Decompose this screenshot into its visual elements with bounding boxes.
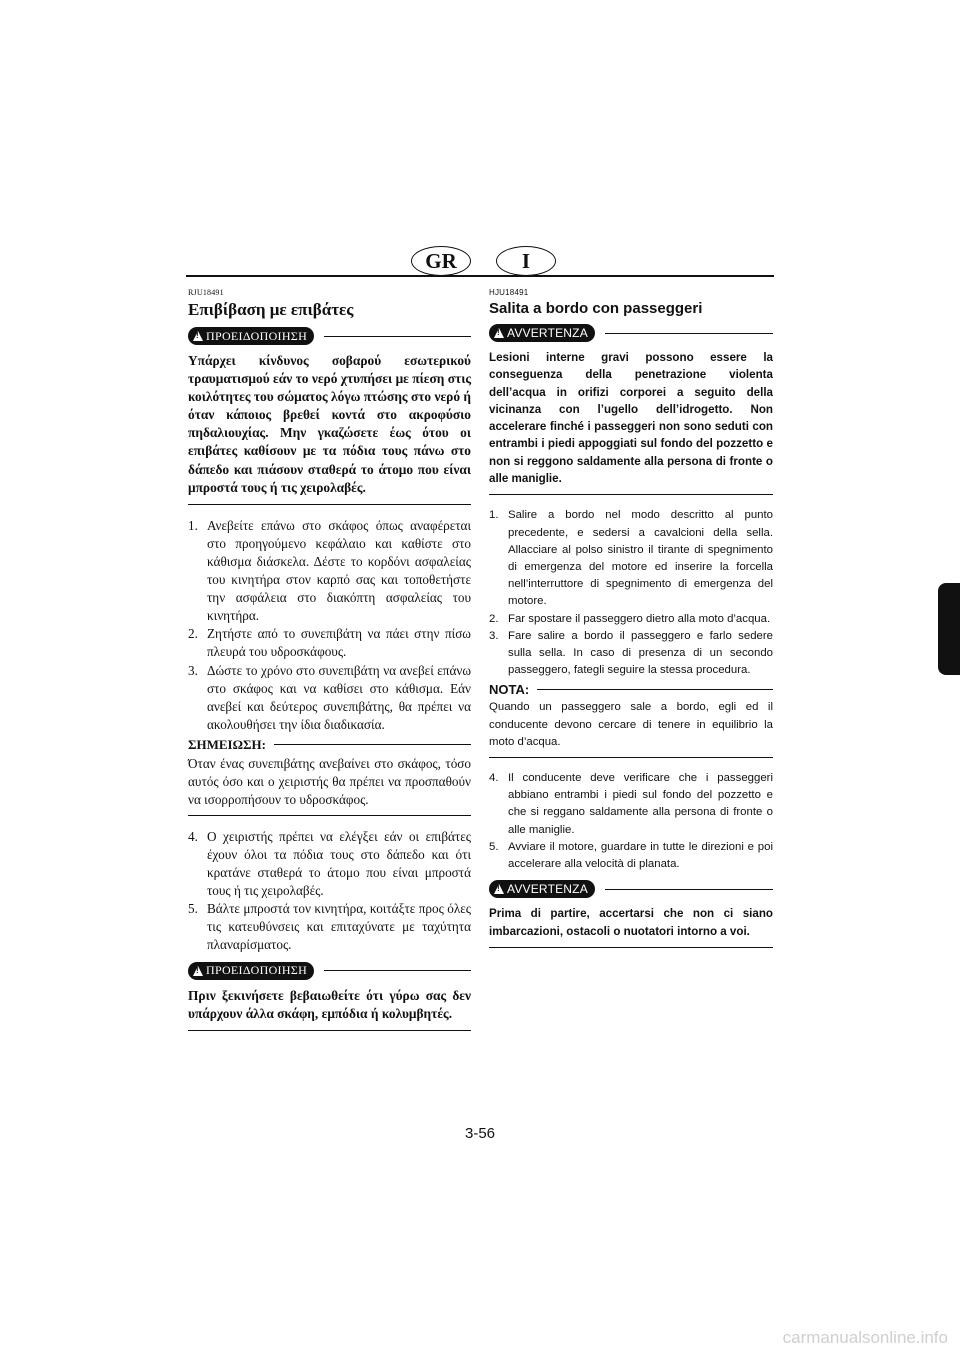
warning-header: [489, 323, 773, 343]
step-number: 3.: [188, 662, 198, 678]
warning-rule: [324, 970, 471, 971]
warning-rule: [605, 889, 773, 890]
list-item: [188, 828, 471, 900]
step-number: 1.: [489, 509, 499, 522]
warning-rule: [605, 333, 773, 334]
note-rule: [274, 744, 471, 745]
warning-label: ΠΡΟΕΙΔΟΠΟΙΗΣΗ: [206, 963, 308, 978]
step-number: 5.: [188, 901, 198, 917]
step-text: Avviare il motore, guardare in tutte le direzioni e poi accelerare alla velocità di planata.: [508, 840, 773, 871]
warning-header: [188, 961, 471, 981]
step-number: 3.: [489, 629, 499, 642]
list-item: [489, 507, 773, 610]
list-item: [188, 517, 471, 626]
steps-list: [489, 507, 773, 679]
section-title: Salita a bordo con passeggeri: [489, 300, 703, 317]
step-text: Fare salire a bordo il passeggero e farlo sedere sulla sella. In caso di presenza di un secondo passeggero, fategli seguire la stessa procedura.: [508, 629, 773, 677]
step-text: Ζητήστε από το συνεπιβάτη να πάει στην πίσω πλευρά του υδροσκάφους.: [207, 626, 471, 660]
step-number: 5.: [489, 840, 499, 853]
warning-text: Υπάρχει κίνδυνος σοβαρού εσωτερικού τραυματισμού εάν το νερό χτυπήσει με πίεση στις κοιλότητες του σώματος λόγω πτώσης στο νερό ή όταν κάποιος βρεθεί κοντά στο ακροφύσιο πηδαλιουχίας. Μην γκαζώσετε έως ότου οι επιβάτες καθίσουν με τα πόδια τους πάνω στο δάπεδο και πιάσουν σταθερά το άτομο που είναι μπροστά τους ή τις χειρολαβές.: [188, 352, 471, 505]
step-text: Salire a bordo nel modo descritto al punto precedente, e sedersi a cavalcioni della sella. Allacciare al polso sinistro il tirante di spegnimento di emergenza del motore ed inserire la forcella nell’interruttore di spegnimento di emergenza del motore.: [508, 509, 773, 608]
warning-text: Lesioni interne gravi possono essere la conseguenza della penetrazione violenta dell’acqua in orifizi corporei a seguito della vicinanza con l’ugello dell’idrogetto. Non accelerare finché i passeggeri non sono seduti con entrambi i piedi appoggiati sul fondo del pozzetto e non si reggono saldamente alla persona di fronte o alle maniglie.: [489, 349, 773, 495]
steps-list: [489, 770, 773, 873]
note-rule: [537, 689, 773, 690]
warning-text: Prima di partire, accertarsi che non ci siano imbarcazioni, ostacoli o nuotatori intorno a voi.: [489, 905, 773, 948]
step-text: Far spostare il passeggero dietro alla moto d’acqua.: [508, 612, 771, 625]
list-item: [489, 611, 773, 628]
list-item: [188, 900, 471, 954]
warning-triangle-icon: [494, 328, 504, 338]
section-code: RJU18491: [188, 288, 224, 297]
note-header: [489, 682, 773, 697]
warning-badge: [188, 962, 314, 980]
chapter-tab: [938, 583, 960, 675]
step-text: Ανεβείτε επάνω στο σκάφος όπως αναφέρεται στο προηγούμενο κεφάλαιο και καθίστε στο κάθισμα διάσκελα. Δέστε το κορδόνι ασφαλείας του κινητήρα στον καρπό σας και τοποθετήστε την ασφάλεια στο διακόπτη ασφαλείας του κινητήρα.: [207, 517, 471, 624]
step-text: Δώστε το χρόνο στο συνεπιβάτη να ανεβεί επάνω στο σκάφος και να καθίσει στο κάθισμα. Εάν ανεβεί και δεύτερος συνεπιβάτης, θα πρέπει να ακολουθήσει την ίδια διαδικασία.: [207, 662, 471, 732]
step-text: Il conducente deve verificare che i passeggeri abbiano entrambi i piedi sul fondo del pozzetto e che si reggano saldamente alla persona di fronte o alle maniglie.: [508, 772, 773, 836]
italian-column: [489, 288, 773, 948]
step-number: 2.: [489, 612, 499, 625]
warning-triangle-icon: [193, 966, 203, 976]
footer-watermark: carmanualsonline.info: [782, 1328, 948, 1347]
warning-badge: [489, 324, 595, 342]
warning-header: [188, 326, 471, 346]
language-header: [186, 246, 774, 278]
note-header: [188, 737, 471, 753]
warning-triangle-icon: [193, 331, 203, 341]
step-text: Ο χειριστής πρέπει να ελέγξει εάν οι επιβάτες έχουν όλοι τα πόδια τους στο δάπεδο και ότι κρατάνε σταθερά το άτομο που είναι μπροστά τους ή τις χειρολαβές.: [207, 828, 471, 899]
list-item: [489, 770, 773, 839]
step-number: 4.: [188, 828, 198, 844]
list-item: [188, 662, 471, 734]
greek-column: [188, 288, 471, 1031]
step-number: 1.: [188, 517, 198, 533]
list-item: [188, 625, 471, 661]
lang-badge-i: I: [496, 246, 556, 276]
list-item: [489, 839, 773, 873]
warning-header: [489, 879, 773, 899]
note-label: NOTA:: [489, 682, 530, 698]
warning-label: AVVERTENZA: [507, 882, 588, 897]
page-number: 3-56: [464, 1125, 496, 1142]
steps-list: [188, 517, 471, 734]
warning-label: ΠΡΟΕΙΔΟΠΟΙΗΣΗ: [206, 328, 308, 343]
section-title: Επιβίβαση με επιβάτες: [188, 300, 354, 319]
list-item: [489, 628, 773, 680]
steps-list: [188, 828, 471, 955]
step-number: 2.: [188, 626, 198, 642]
step-text: Βάλτε μπροστά τον κινητήρα, κοιτάξτε προς όλες τις κατευθύνσεις και επιταχύνατε με ταχύτητα πλαναρίσματος.: [207, 901, 471, 953]
section-code: HJU18491: [489, 288, 529, 297]
note-text: Quando un passeggero sale a bordo, egli ed il conducente devono cercare di tenere in equilibrio la moto d’acqua.: [489, 699, 773, 758]
note-label: ΣΗΜΕΙΩΣΗ:: [188, 736, 266, 752]
warning-badge: [489, 880, 595, 898]
header-rule: [186, 275, 774, 277]
warning-triangle-icon: [494, 884, 504, 894]
warning-label: AVVERTENZA: [507, 326, 588, 340]
warning-text: Πριν ξεκινήσετε βεβαιωθείτε ότι γύρω σας δεν υπάρχουν άλλα σκάφη, εμπόδια ή κολυμβητές.: [188, 987, 471, 1031]
step-number: 4.: [489, 772, 499, 785]
lang-badge-gr: GR: [411, 246, 471, 276]
note-text: Όταν ένας συνεπιβάτης ανεβαίνει στο σκάφος, τόσο αυτός όσο και ο χειριστής θα πρέπει να προσπαθούν να ισορροπήσουν το υδροσκάφος.: [188, 755, 471, 816]
warning-rule: [324, 336, 471, 337]
warning-badge: [188, 327, 314, 345]
